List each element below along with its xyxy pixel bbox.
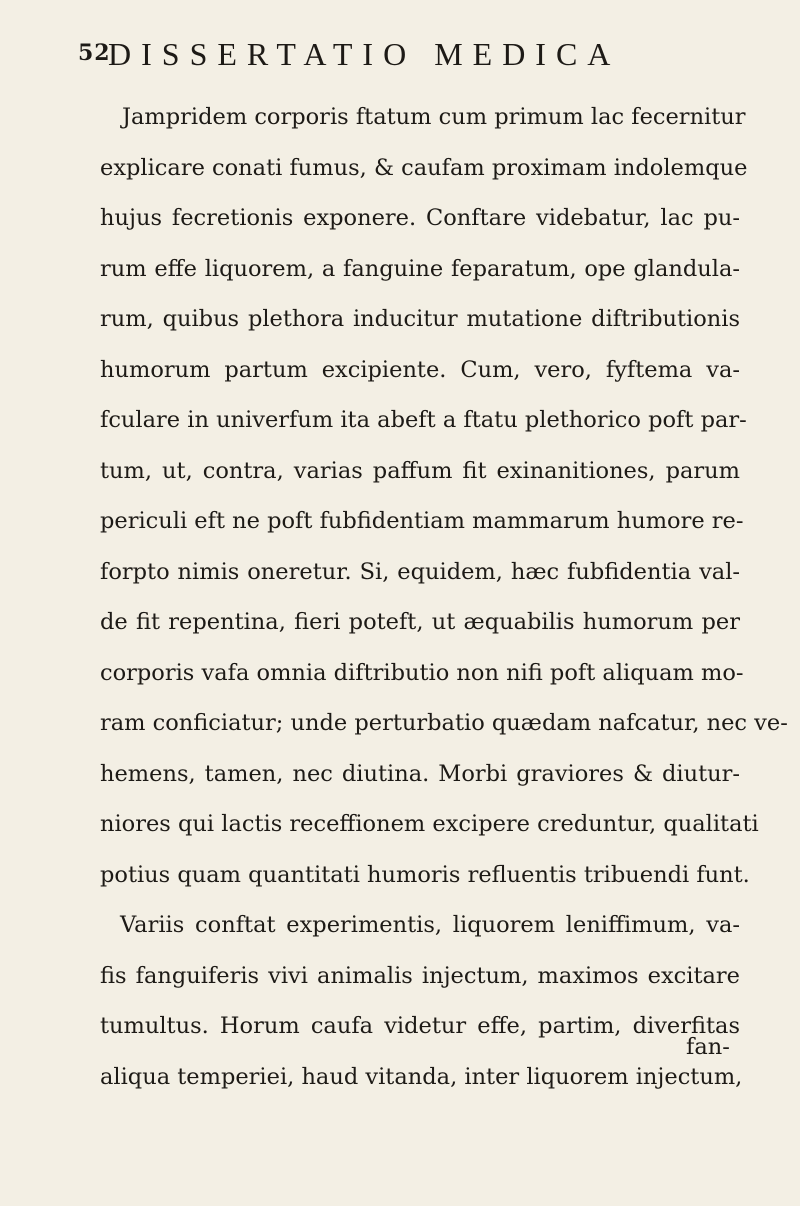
- text-line: Jampridem corporis ftatum cum primum lac fecernitur: [122, 104, 746, 130]
- text-line: potius quam quantitati humoris refluentis tribuendi funt.: [100, 861, 750, 888]
- text-line: aliqua temperiei, haud vitanda, inter liquorem injectum,: [100, 1063, 743, 1090]
- text-line: periculi eft ne poft fubfidentiam mammarum humore re-: [100, 508, 744, 534]
- text-line: rum, quibus plethora inducitur mutatione diftributionis: [100, 306, 740, 332]
- text-line: Variis conftat experimentis, liquorem leniffimum, va-: [120, 912, 740, 938]
- text-line: corporis vafa omnia diftributio non nifi poft aliquam mo-: [100, 659, 744, 686]
- text-line: hujus fecretionis exponere. Conftare videbatur, lac pu-: [100, 205, 740, 231]
- text-line: forpto nimis oneretur. Si, equidem, hæc fubfidentia val-: [100, 558, 740, 585]
- text-line: humorum partum excipiente. Cum, vero, fyftema va-: [100, 356, 740, 383]
- text-line: rum effe liquorem, a fanguine feparatum, ope glandula-: [100, 255, 740, 282]
- text-line: fis fanguiferis vivi animalis injectum, maximos excitare: [100, 962, 740, 989]
- page-header: [78, 36, 718, 80]
- catchword: fan-: [686, 1034, 730, 1060]
- text-line: explicare conati fumus, & caufam proximam indolemque: [100, 154, 748, 181]
- text-line: niores qui lactis receffionem excipere creduntur, qualitati: [100, 811, 759, 837]
- text-line: de fit repentina, fieri poteft, ut æquabilis humorum per: [100, 609, 740, 635]
- page-number: 52: [78, 40, 111, 66]
- text-line: fculare in univerfum ita abeft a ftatu plethorico poft par-: [100, 407, 747, 433]
- body-text: [100, 92, 788, 1102]
- text-line: hemens, tamen, nec diutina. Morbi graviores & diutur-: [100, 760, 740, 787]
- text-line: tumultus. Horum caufa videtur effe, partim, diverfitas: [100, 1013, 740, 1039]
- text-line: ram conficiatur; unde perturbatio quædam nafcatur, nec ve-: [100, 710, 788, 736]
- running-head: DISSERTATIO MEDICA: [108, 36, 621, 72]
- text-line: tum, ut, contra, varias paffum fit exinanitiones, parum: [100, 457, 740, 484]
